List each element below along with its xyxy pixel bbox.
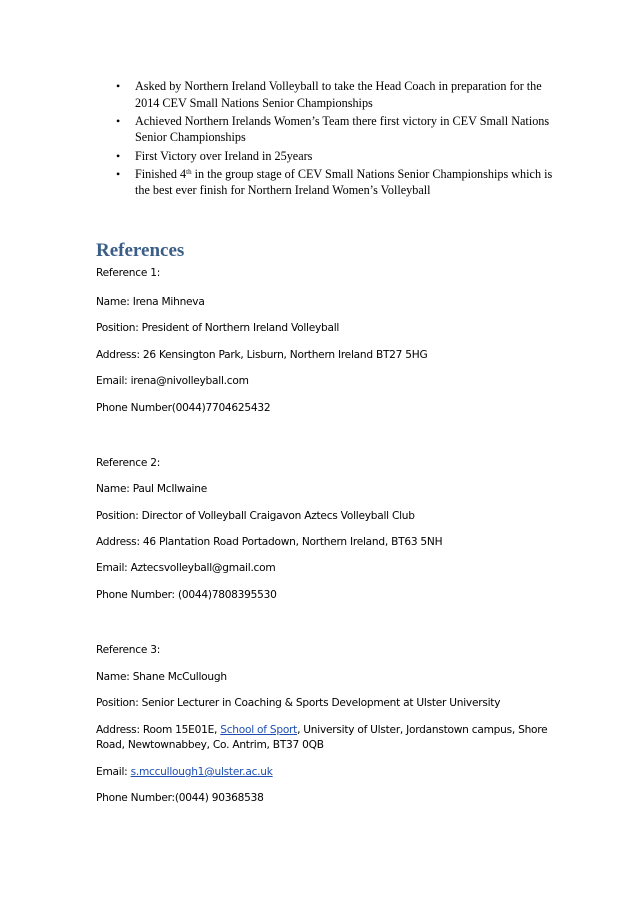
bullet-text-prefix: Finished 4 [135,166,187,181]
reference-1-phone: Phone Number(0044)7704625432 [96,402,271,414]
list-item [96,166,556,199]
email-label: Email: [96,766,131,778]
reference-3-label: Reference 3: [96,644,161,656]
bullet-icon: • [116,166,121,181]
reference-2-label: Reference 2: [96,457,161,469]
bullet-icon: • [116,113,121,128]
bullet-text-suffix: in the group stage of CEV Small Nations Senior Championships which is the best ever finish for Northern Ireland Women’s Volleyball [135,166,553,198]
reference-1-name: Name: Irena Mihneva [96,296,205,308]
school-of-sport-link[interactable]: School of Sport [220,724,298,736]
reference-2-phone: Phone Number: (0044)7808395530 [96,589,277,601]
email-link[interactable]: s.mccullough1@ulster.ac.uk [130,766,273,778]
reference-3-phone: Phone Number:(0044) 90368538 [96,792,264,804]
bullet-icon: • [116,79,121,93]
achievements-list [96,78,556,201]
reference-1-position: Position: President of Northern Ireland Volleyball [96,322,340,334]
reference-2-name: Name: Paul McIlwaine [96,483,207,495]
reference-3-name: Name: Shane McCullough [96,671,227,683]
reference-1-label: Reference 1: [96,267,161,279]
address-suffix: , University of Ulster, Jordanstown campus, Shore Road, Newtownabbey, Co. Antrim, BT37 0QB [96,724,548,751]
address-prefix: Address: Room 15E01E, [96,724,221,736]
ordinal-suffix: th [186,167,192,176]
reference-3-position: Position: Senior Lecturer in Coaching & Sports Development at Ulster University [96,697,501,709]
list-item [96,78,556,111]
list-item [96,148,556,165]
list-item [96,113,556,146]
bullet-text: Asked by Northern Ireland Volleyball to take the Head Coach in preparation for the 2014 CEV Small Nations Senior Championships [135,79,542,110]
references-heading: References [96,240,185,261]
reference-3-address [96,723,566,752]
reference-2-address: Address: 46 Plantation Road Portadown, Northern Ireland, BT63 5NH [96,536,443,548]
bullet-text: First Victory over Ireland in 25years [135,148,313,163]
bullet-icon: • [116,148,121,163]
reference-1-address: Address: 26 Kensington Park, Lisburn, Northern Ireland BT27 5HG [96,349,428,361]
reference-2-position: Position: Director of Volleyball Craigavon Aztecs Volleyball Club [96,510,415,522]
reference-3-email [96,765,273,780]
reference-2-email: Email: Aztecsvolleyball@gmail.com [96,562,276,574]
bullet-text: Achieved Northern Irelands Women’s Team there first victory in CEV Small Nations Senior Championships [135,113,550,145]
reference-1-email: Email: irena@nivolleyball.com [96,375,249,387]
